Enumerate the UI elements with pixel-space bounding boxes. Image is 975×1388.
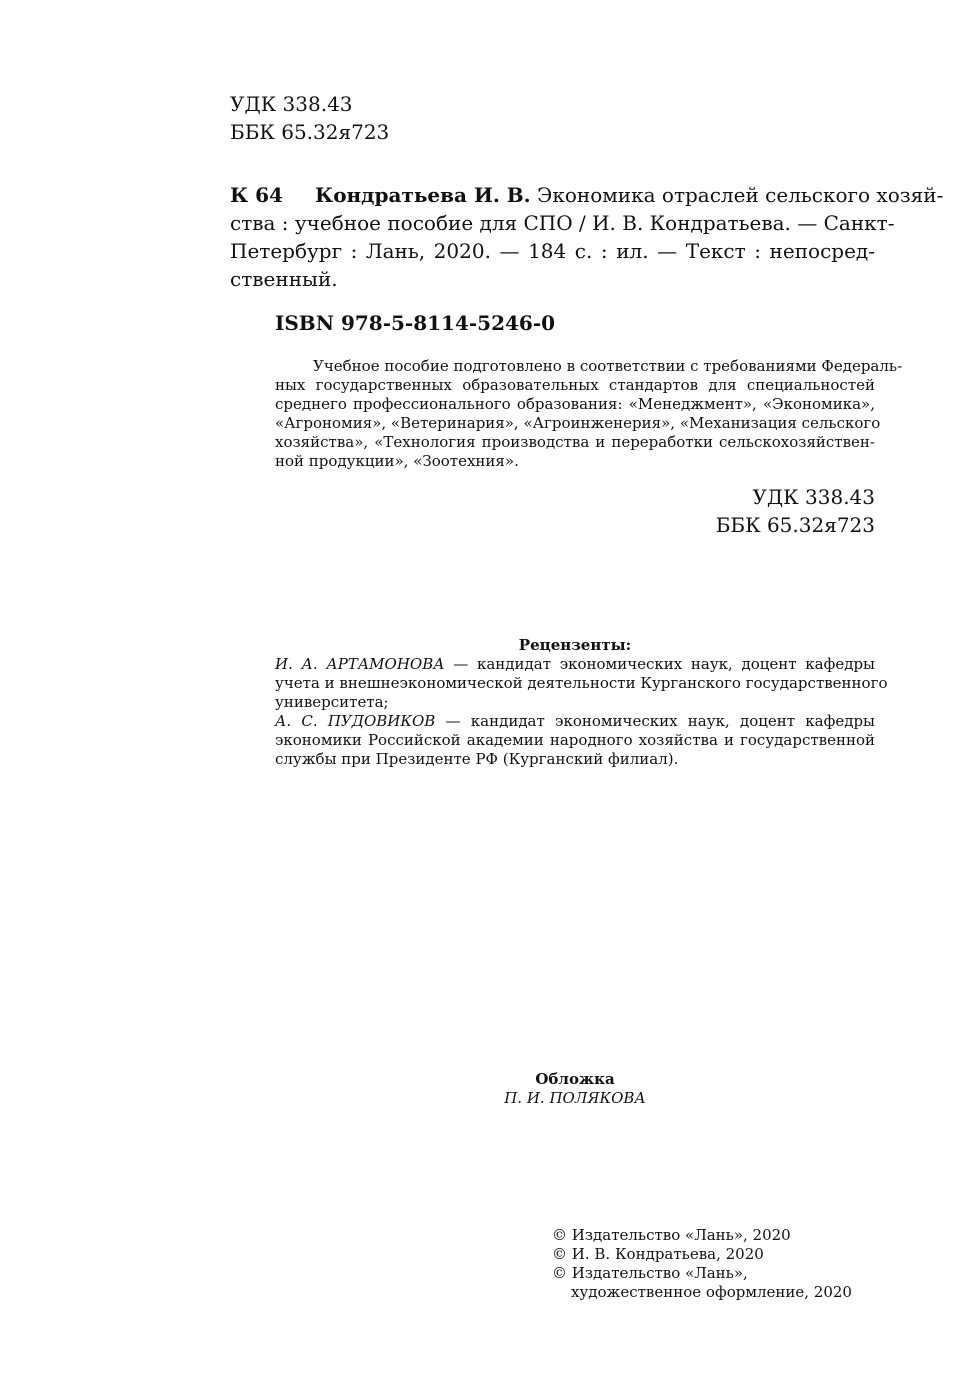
bib-line-2: ства : учебное пособие для СПО / И. В. Кондратьева. — Санкт- (230, 211, 895, 235)
copyright-block (552, 1226, 872, 1302)
cover-designer: П. И. ПОЛЯКОВА (504, 1089, 646, 1107)
isbn: ISBN 978-5-8114-5246-0 (275, 311, 556, 335)
bib-line-3: Петербург : Лань, 2020. — 184 с. : ил. — Текст : непосред- (230, 239, 875, 263)
reviewer-1-line-3: университета; (275, 693, 389, 711)
classification-block-top (230, 90, 389, 146)
reviewer-2-title: — кандидат экономических наук, доцент кафедры (435, 712, 875, 730)
author-name: Кондратьева И. В. (315, 183, 531, 207)
bib-line-1 (230, 181, 944, 209)
copyright-line: © Издательство «Лань», (552, 1264, 748, 1282)
reviewer-2-line-3: службы при Президенте РФ (Курганский филиал). (275, 750, 679, 768)
annotation (275, 357, 903, 471)
bibliographic-description (230, 181, 944, 293)
annotation-line: хозяйства», «Технология производства и переработки сельскохозяйствен- (275, 433, 875, 451)
annotation-line: ной продукции», «Зоотехния». (275, 452, 519, 470)
cover-credit (440, 1070, 710, 1108)
udk-code: УДК 338.43 (752, 485, 875, 509)
annotation-line: Учебное пособие подготовлено в соответствии с требованиями Федераль- (313, 357, 903, 375)
reviewer-2-line-2: экономики Российской академии народного хозяйства и государственной (275, 731, 875, 749)
classification-block-bottom (560, 483, 875, 539)
bbk-code: ББК 65.32я723 (715, 513, 875, 537)
author-mark: К 64 (230, 183, 283, 207)
bib-title-start: Экономика отраслей сельского хозяй- (537, 183, 944, 207)
reviewer-1-line-2: учета и внешнеэкономической деятельности Курганского государственного (275, 674, 888, 692)
annotation-line: «Агрономия», «Ветеринария», «Агроинженерия», «Механизация сельского (275, 414, 881, 432)
copyright-line: © Издательство «Лань», 2020 (552, 1226, 791, 1244)
annotation-line: среднего профессионального образования: «Менеджмент», «Экономика», (275, 395, 875, 413)
reviewers-section (275, 636, 888, 769)
udk-code: УДК 338.43 (230, 92, 353, 116)
annotation-line: ных государственных образовательных стандартов для специальностей (275, 376, 875, 394)
copyright-line: художественное оформление, 2020 (571, 1283, 852, 1301)
reviewer-2-line-1 (275, 712, 875, 731)
reviewer-1-title: — кандидат экономических наук, доцент кафедры (444, 655, 875, 673)
bbk-code: ББК 65.32я723 (230, 120, 390, 144)
bib-line-4: ственный. (230, 267, 338, 291)
copyright-line: © И. В. Кондратьева, 2020 (552, 1245, 764, 1263)
reviewer-1-line-1 (275, 655, 875, 674)
reviewers-heading: Рецензенты: (518, 636, 632, 654)
cover-heading: Обложка (535, 1070, 615, 1088)
reviewer-1-name: И. А. АРТАМОНОВА (275, 655, 445, 673)
reviewer-2-name: А. С. ПУДОВИКОВ (275, 712, 436, 730)
